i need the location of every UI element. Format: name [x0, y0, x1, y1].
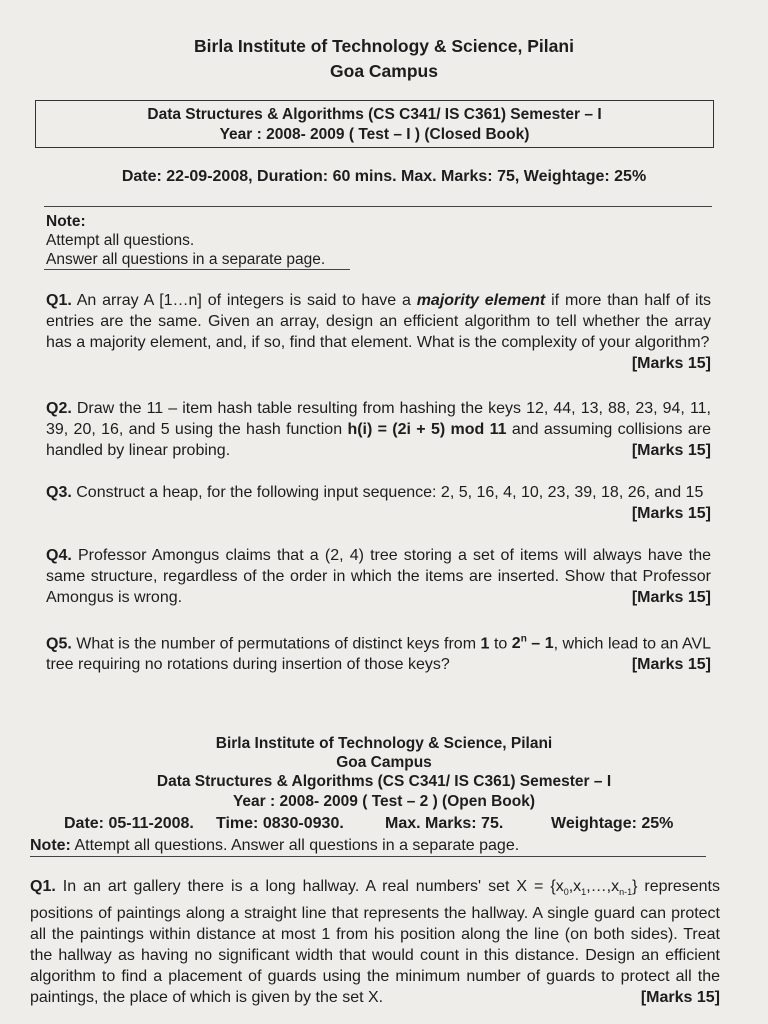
range-end: 2$^n$ – 1: [511, 634, 554, 653]
test2-question-1: Q1. In an art gallery there is a long hallway. A real numbers' set $X = \{x_0,x_1,\dots,x_{n-1}\}$ represents positions of paintings along a straight line that represents the hallway. A single guard can protect all the paintings within distance at most 1 from his position along the line (on both sides). Treat the hallway as having no significant width that would count in this distance. Design an efficient algorithm to find a placement of guards using the minimum number of guards to protect all the paintings, the place of which is given by the set X. [Marks 15]: [30, 878, 721, 1007]
question-label: Q4.: [46, 547, 72, 564]
institute-title: Birla Institute of Technology & Science, Pilani: [194, 36, 574, 56]
question-4: [46, 545, 711, 608]
marks-label: [Marks 15]: [631, 442, 711, 459]
marks-label: [Marks 15]: [631, 656, 711, 674]
divider: [44, 206, 712, 207]
range-start: 1: [480, 635, 490, 653]
question-text: In an art gallery there is a long hallway. A real numbers' set X = {x: [55, 878, 564, 895]
question-2: [46, 398, 711, 461]
question-text: Professor Amongus claims that a (2, 4) tree storing a set of items will always have the same structure, regardless of the order in which the items are inserted. Show that Professor Amongus is wrong.: [46, 547, 711, 606]
question-text: What is the number of permutations of distinct keys from: [71, 635, 481, 653]
max-marks-2: Max. Marks: 75.: [385, 815, 504, 832]
course-box: [35, 100, 714, 148]
date-line: Date: 22-09-2008, Duration: 60 mins. Max. Marks: 75, Weightage: 25%: [121, 168, 647, 185]
campus-title-2: Goa Campus: [336, 754, 432, 771]
question-3: [46, 482, 711, 524]
institute-title-2: Birla Institute of Technology & Science, Pilani: [215, 735, 553, 752]
marks-label: [Marks 15]: [631, 589, 711, 606]
note-title-2: Note:: [30, 837, 71, 854]
year-line-2: Year : 2008- 2009 ( Test – 2 ) (Open Book): [232, 793, 536, 810]
question-text: if more than half of its entries are the same. Given an array, design an efficient algorithm to tell whether the array has a majority element, and, if so, find that element. What is the complexity of your algorithm?: [46, 292, 712, 351]
question-label: Q1.: [46, 292, 72, 309]
question-emphasis: majority element: [416, 292, 546, 309]
course-line: Data Structures & Algorithms (CS C341/ IS C361) Semester – I: [147, 106, 602, 123]
campus-title: Goa Campus: [330, 61, 438, 81]
question-label: Q2.: [46, 400, 72, 417]
note-title: Note:: [46, 213, 86, 230]
divider: [44, 269, 350, 270]
note-2: [30, 836, 519, 855]
marks-label: [Marks 15]: [631, 505, 711, 522]
note-line-1: Attempt all questions.: [46, 232, 195, 249]
question-text: and assuming collisions are handled by linear probing.: [46, 421, 712, 459]
question-text: to: [489, 635, 512, 653]
hash-function: h(i) = (2i + 5) mod 11: [347, 421, 507, 438]
divider: [30, 856, 706, 857]
question-text: represents positions of paintings along a straight line that represents the hallway. A single guard can protect all the paintings within distance at most 1 from his position along the line (on both sides). Treat the hallway as having no significant width that would count in this distance. Design an efficient algorithm to find a placement of guards using the minimum number of guards to protect all the paintings, the place of which is given by the set X.: [30, 878, 721, 1007]
question-5: [46, 629, 711, 675]
marks-label: [Marks 15]: [640, 989, 720, 1007]
question-text: , which lead to an AVL tree requiring no rotations during insertion of those keys?: [46, 635, 712, 674]
note-text-2: Attempt all questions. Answer all questions in a separate page.: [70, 837, 520, 854]
question-text: Construct a heap, for the following input sequence: 2, 5, 16, 4, 10, 23, 39, 18, 26, and 15: [71, 484, 704, 501]
weightage-2: Weightage: 25%: [551, 815, 674, 832]
question-label: Q3.: [46, 484, 72, 501]
date-2: Date: 05-11-2008.: [64, 815, 194, 832]
question-1: [46, 290, 711, 374]
question-label: Q5.: [46, 635, 72, 653]
question-text: Draw the 11 – item hash table resulting from hashing the keys 12, 44, 13, 88, 23, 94, 11, 39, 20, 16, and 5 using the hash function: [46, 400, 711, 438]
time-2: Time: 0830-0930.: [216, 815, 344, 832]
course-line-2: Data Structures & Algorithms (CS C341/ IS C361) Semester – I: [156, 773, 612, 790]
year-line: Year : 2008- 2009 ( Test – I ) (Closed Book): [219, 126, 530, 143]
note-line-2: Answer all questions in a separate page.: [46, 251, 326, 268]
marks-label: [Marks 15]: [631, 355, 711, 372]
question-label: Q1.: [30, 878, 56, 895]
question-text: An array A [1…n] of integers is said to have a: [71, 292, 417, 309]
